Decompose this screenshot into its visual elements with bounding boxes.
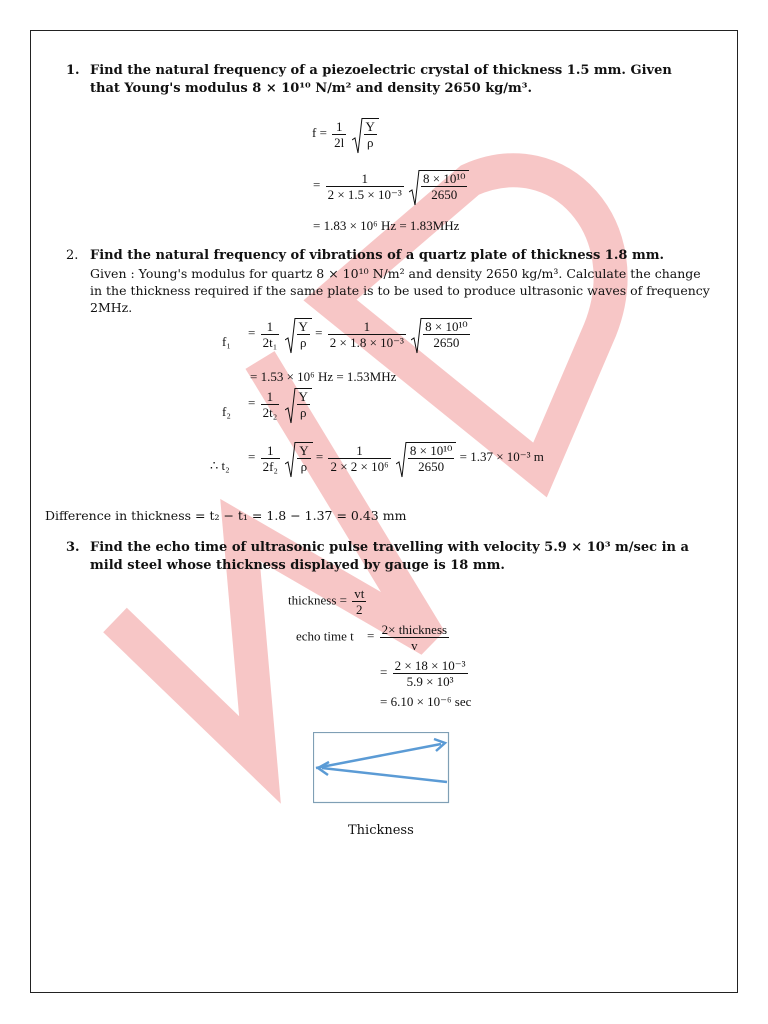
radical-icon (396, 442, 407, 478)
denominator: v (380, 637, 449, 653)
question-number: 2. (66, 248, 79, 263)
sqrt (285, 318, 312, 350)
sqrt (396, 442, 456, 474)
denominator: ρ (297, 458, 310, 474)
question-1 (66, 62, 706, 98)
sqrt (411, 318, 471, 350)
eq-lhs: thickness = (288, 592, 347, 608)
fraction (332, 119, 346, 150)
denominator: ρ (297, 404, 310, 420)
radical-icon (411, 318, 422, 354)
numerator: 1 (266, 318, 274, 334)
eq-sign: = (248, 448, 256, 464)
fraction (261, 389, 280, 420)
numerator: 1 (363, 318, 371, 334)
q3-step-eq (380, 658, 470, 689)
denominator: 2 (352, 601, 366, 617)
radical-icon (409, 170, 420, 206)
numerator: vt (354, 586, 365, 601)
q1-equation-1 (312, 118, 379, 150)
question-number: 3. (66, 540, 80, 555)
fraction (326, 171, 404, 202)
fraction (421, 171, 467, 202)
question-2 (66, 247, 716, 316)
q1-result: = 1.83 × 10⁶ Hz = 1.83MHz (313, 218, 460, 233)
denominator: ρ (364, 134, 377, 150)
denominator: 2650 (421, 186, 467, 202)
sqrt (352, 118, 379, 150)
eq-sign: = (315, 448, 324, 464)
denominator: 5.9 × 10³ (393, 673, 468, 689)
q2-f1-equation (248, 318, 472, 350)
q3-thickness-eq (288, 586, 368, 617)
question-number: 1. (66, 63, 80, 78)
radical-icon (285, 318, 296, 354)
eq-sign: = (367, 628, 375, 644)
radical-icon (352, 118, 363, 154)
fraction (328, 319, 406, 350)
f1-label: f₁ (222, 334, 231, 349)
radical-icon (285, 442, 296, 478)
fraction (261, 443, 280, 474)
denominator: 2 × 2 × 10⁶ (330, 458, 389, 474)
thickness-difference: Difference in thickness = t₂ − t₁ = 1.8 − 1.37 = 0.43 mm (45, 508, 407, 523)
t2-label: ∴ t₂ (210, 458, 230, 473)
fraction (393, 658, 468, 689)
eq-sign: = (313, 176, 321, 192)
specimen-box (314, 733, 449, 803)
f2-label: f₂ (222, 404, 231, 419)
numerator: Y (365, 119, 375, 134)
t2-result: = 1.37 × 10⁻³ m (459, 448, 544, 464)
sqrt (285, 442, 312, 474)
numerator: 1 (267, 442, 274, 458)
eq-sign: = (315, 324, 323, 340)
numerator: Y (299, 443, 309, 458)
denominator: 2l (334, 134, 345, 150)
q3-result: = 6.10 × 10⁻⁶ sec (380, 694, 472, 709)
question-title: Find the natural frequency of a piezoelectric crystal of thickness 1.5 mm. Given that Young's modulus 8 × 10¹⁰ N/m² and density 2650 kg/m³. (90, 63, 672, 96)
fraction (364, 119, 377, 150)
q2-f1-result: = 1.53 × 10⁶ Hz = 1.53MHz (250, 369, 397, 384)
sqrt (285, 388, 312, 420)
sqrt (409, 170, 469, 202)
eq-lhs: f = (312, 124, 327, 140)
echo-diagram (313, 732, 450, 804)
numerator: 1 (361, 170, 368, 186)
eq-sign: = (380, 664, 388, 680)
fraction (328, 443, 390, 474)
q2-t2-equation (248, 442, 544, 474)
denominator: 2 × 1.8 × 10⁻³ (329, 334, 404, 350)
eq-lhs: echo time t (296, 628, 354, 644)
fraction (297, 319, 310, 350)
fraction (352, 586, 366, 617)
numerator: 8 × 10¹⁰ (425, 319, 468, 334)
numerator: 8 × 10¹⁰ (423, 171, 466, 186)
eq-sign: = (248, 394, 256, 410)
denominator: 2 × 1.5 × 10⁻³ (327, 186, 402, 202)
numerator: 2 × 18 × 10⁻³ (394, 658, 466, 673)
numerator: Y (298, 319, 308, 334)
denominator: 2650 (408, 458, 454, 474)
numerator: 8 × 10¹⁰ (409, 443, 453, 458)
figure-caption: Thickness (348, 823, 414, 838)
fraction (297, 389, 310, 420)
eq-sign: = (248, 324, 256, 340)
question-3 (66, 539, 716, 575)
fraction (423, 319, 469, 350)
q2-f2-equation (248, 388, 312, 420)
question-given: Given : Young's modulus for quartz 8 × 10¹⁰ N/m² and density 2650 kg/m³. Calculate the change in the thickness required if the same plate is to be used to produce ultrasonic waves of frequency 2MHz. (90, 266, 710, 315)
numerator: 1 (266, 388, 274, 404)
numerator: 2× thickness (381, 622, 448, 637)
numerator: Y (298, 389, 308, 404)
radical-icon (285, 388, 296, 424)
question-title: Find the natural frequency of vibrations of a quartz plate of thickness 1.8 mm. (90, 248, 664, 263)
numerator: 1 (335, 118, 343, 134)
fraction (408, 443, 454, 474)
q1-equation-2 (313, 170, 469, 202)
denominator: 2650 (423, 334, 469, 350)
denominator: 2t₂ (262, 404, 278, 420)
q3-echo-eq (296, 622, 451, 653)
fraction (261, 319, 280, 350)
question-title: Find the echo time of ultrasonic pulse travelling with velocity 5.9 × 10³ m/sec in a mild steel whose thickness displayed by gauge is 18 mm. (90, 540, 689, 573)
denominator: 2t₁ (262, 334, 278, 350)
denominator: 2f₂ (262, 458, 278, 474)
numerator: 1 (356, 442, 363, 458)
fraction (297, 443, 310, 474)
denominator: ρ (297, 334, 310, 350)
fraction (380, 622, 449, 653)
